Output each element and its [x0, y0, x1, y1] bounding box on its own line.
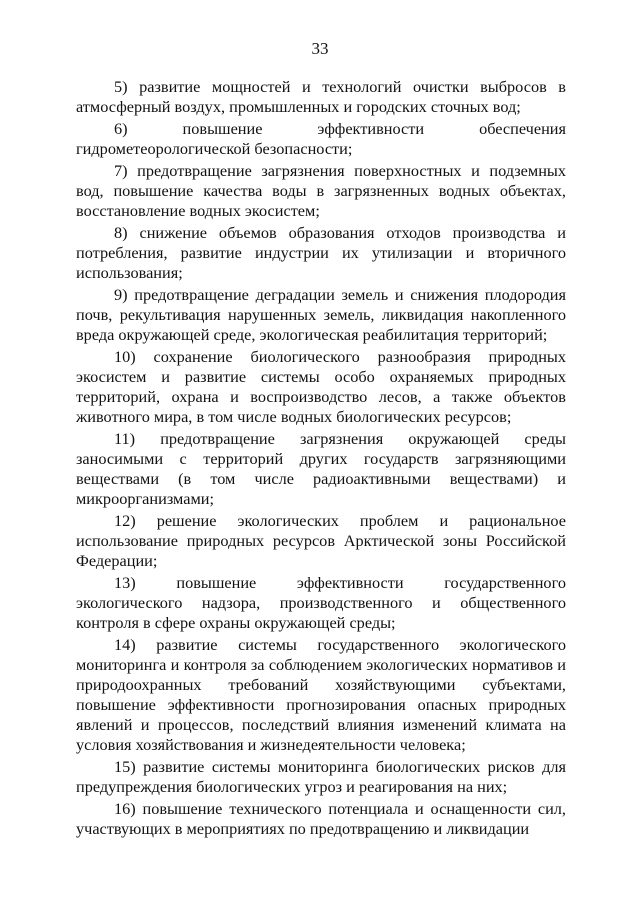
list-item-7: 7) предотвращение загрязнения поверхностных и подземных вод, повышение качества воды в загрязненных водных объектах, восстановление водных экосистем;	[76, 161, 566, 220]
list-item-14: 14) развитие системы государственного экологического мониторинга и контроля за соблюдением экологических нормативов и природоохранных требований хозяйствующими субъектами, повышение эффективности прогнозирования опасных природных явлений и процессов, последствий влияния изменений климата на условия хозяйствования и жизнедеятельности человека;	[76, 635, 566, 754]
list-item-8: 8) снижение объемов образования отходов производства и потребления, развитие индустрии их утилизации и вторичного использования;	[76, 223, 566, 282]
list-item-5: 5) развитие мощностей и технологий очистки выбросов в атмосферный воздух, промышленных и городских сточных вод;	[76, 77, 566, 116]
page-number: 33	[311, 39, 329, 58]
list-item-15: 15) развитие системы мониторинга биологических рисков для предупреждения биологических угроз и реагирования на них;	[76, 757, 566, 796]
document-body	[76, 77, 566, 841]
list-item-13: 13) повышение эффективности государственного экологического надзора, производственного и общественного контроля в сфере охраны окружающей среды;	[76, 573, 566, 632]
list-item-10: 10) сохранение биологического разнообразия природных экосистем и развитие системы особо охраняемых природных территорий, охрана и воспроизводство лесов, а также объектов животного мира, в том числе водных биологических ресурсов;	[76, 347, 566, 426]
list-item-11: 11) предотвращение загрязнения окружающей среды заносимыми с территорий других государств загрязняющими веществами (в том числе радиоактивными веществами) и микроорганизмами;	[76, 429, 566, 508]
list-item-12: 12) решение экологических проблем и рациональное использование природных ресурсов Арктической зоны Российской Федерации;	[76, 511, 566, 570]
list-item-9: 9) предотвращение деградации земель и снижения плодородия почв, рекультивация нарушенных земель, ликвидация накопленного вреда окружающей среде, экологическая реабилитация территорий;	[76, 285, 566, 344]
list-item-6: 6) повышение эффективности обеспечения гидрометеорологической безопасности;	[76, 119, 566, 158]
list-item-16: 16) повышение технического потенциала и оснащенности сил, участвующих в мероприятиях по предотвращению и ликвидации	[76, 799, 566, 838]
